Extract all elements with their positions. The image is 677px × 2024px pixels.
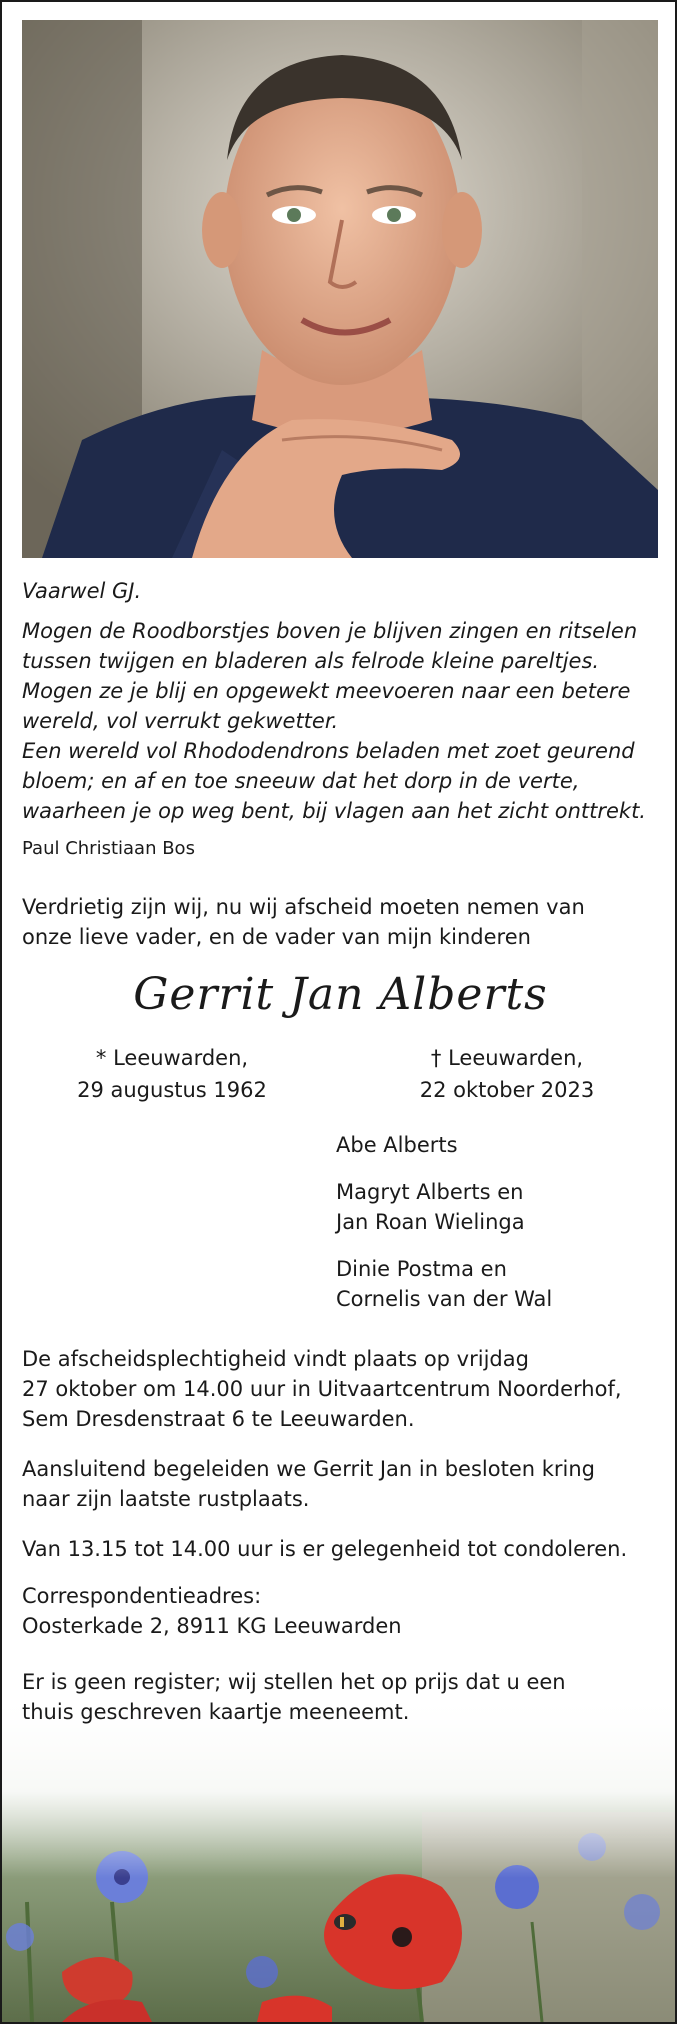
family-member xyxy=(336,1177,525,1237)
family-member-name: Magryt Alberts en xyxy=(336,1180,524,1204)
farewell-line: Vaarwel GJ. xyxy=(22,579,142,603)
family-member-name: Abe Alberts xyxy=(336,1133,458,1157)
ceremony-line: Sem Dresdenstraat 6 te Leeuwarden. xyxy=(22,1407,415,1431)
poem-line: Een wereld vol Rhododendrons beladen met zoet geurend xyxy=(22,739,635,763)
birth-date: 29 augustus 1962 xyxy=(77,1078,267,1102)
ceremony-info xyxy=(22,1344,662,1434)
poem-line: bloem; en af en toe sneeuw dat het dorp in de verte, xyxy=(22,769,580,793)
intro-line: Verdrietig zijn wij, nu wij afscheid moeten nemen van xyxy=(22,895,585,919)
address-value: Oosterkade 2, 8911 KG Leeuwarden xyxy=(22,1614,402,1638)
poem-text xyxy=(22,616,662,826)
condolence-info: Van 13.15 tot 14.00 uur is er gelegenheid tot condoleren. xyxy=(22,1537,628,1561)
poem-line: tussen twijgen en bladeren als felrode kleine pareltjes. xyxy=(22,649,600,673)
intro-text xyxy=(22,892,662,952)
family-member-name: Jan Roan Wielinga xyxy=(336,1210,525,1234)
burial-info xyxy=(22,1454,662,1514)
register-note xyxy=(22,1667,662,1727)
burial-line: naar zijn laatste rustplaats. xyxy=(22,1487,310,1511)
poem-line: Mogen ze je blij en opgewekt meevoeren naar een betere xyxy=(22,679,631,703)
family-member-name: Cornelis van der Wal xyxy=(336,1287,553,1311)
portrait-photo xyxy=(22,20,658,558)
ceremony-line: 27 oktober om 14.00 uur in Uitvaartcentrum Noorderhof, xyxy=(22,1377,622,1401)
death-date: 22 oktober 2023 xyxy=(419,1078,595,1102)
intro-line: onze lieve vader, en de vader van mijn kinderen xyxy=(22,925,531,949)
deceased-name: Gerrit Jan Alberts xyxy=(133,969,548,1020)
address-label: Correspondentieadres: xyxy=(22,1584,262,1608)
poem-author: Paul Christiaan Bos xyxy=(22,838,195,859)
ceremony-line: De afscheidsplechtigheid vindt plaats op vrijdag xyxy=(22,1347,529,1371)
poem-line: Mogen de Roodborstjes boven je blijven zingen en ritselen xyxy=(22,619,638,643)
birth-info xyxy=(52,1042,292,1106)
family-member-name: Dinie Postma en xyxy=(336,1257,507,1281)
death-place: † Leeuwarden, xyxy=(430,1046,584,1070)
poem-line: wereld, vol verrukt gekwetter. xyxy=(22,709,339,733)
register-line: thuis geschreven kaartje meeneemt. xyxy=(22,1700,410,1724)
correspondence-address xyxy=(22,1581,662,1641)
poppy-field-image xyxy=(2,1702,675,2022)
family-member xyxy=(336,1254,552,1314)
family-member xyxy=(336,1130,458,1160)
burial-line: Aansluitend begeleiden we Gerrit Jan in besloten kring xyxy=(22,1457,596,1481)
birth-place: * Leeuwarden, xyxy=(95,1046,249,1070)
poem-line: waarheen je op weg bent, bij vlagen aan het zicht onttrekt. xyxy=(22,799,646,823)
death-info xyxy=(387,1042,627,1106)
register-line: Er is geen register; wij stellen het op prijs dat u een xyxy=(22,1670,566,1694)
